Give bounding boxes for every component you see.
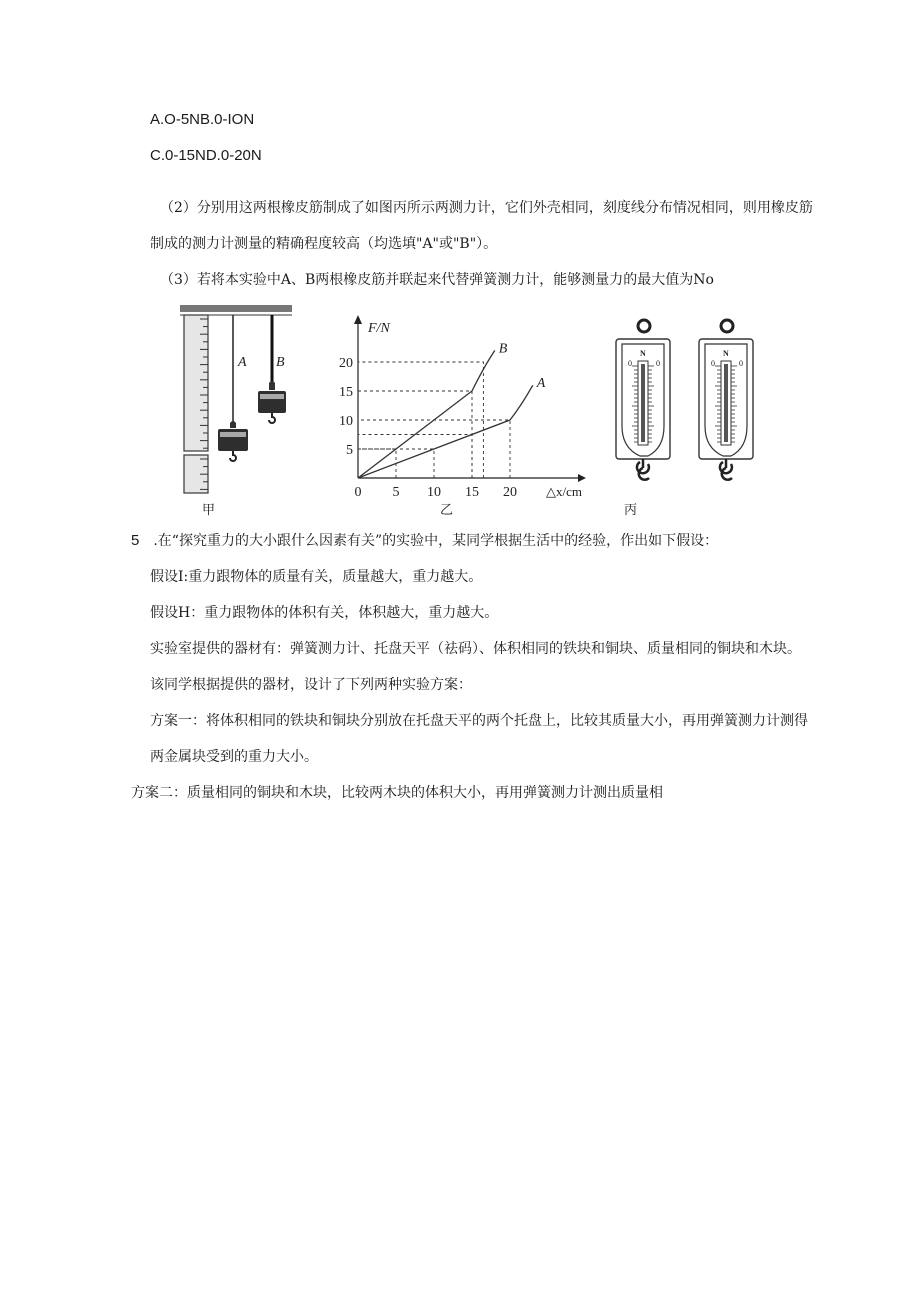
- plan-2: 方案二：质量相同的铜块和木块，比较两木块的体积大小，再用弹簧测力计测出质量相: [131, 785, 663, 801]
- y-tick-label-5: 5: [346, 443, 353, 458]
- x-tick-label-20: 20: [503, 485, 517, 500]
- x-tick-label-0: 0: [354, 485, 362, 500]
- spring-scale-1: [616, 320, 670, 480]
- design-intro: 该同学根据提供的器材，设计了下列两种实验方案：: [150, 677, 472, 693]
- y-tick-label-10: 10: [339, 414, 353, 429]
- scale-2-unit: N: [723, 349, 729, 358]
- series-label-b: B: [498, 341, 508, 357]
- y-tick-label-15: 15: [339, 385, 353, 400]
- question-3: （3）若将本实验中A、B两根橡皮筋并联起来代替弹簧测力计，能够测量力的最大值为No: [160, 272, 714, 288]
- series-line-b: [358, 350, 495, 478]
- question-2-line-2: 制成的测力计测量的精确程度较高（均选填"A"或"B"）。: [150, 236, 498, 252]
- x-tick-label-5: 5: [392, 485, 400, 500]
- x-tick-label-10: 10: [427, 485, 441, 500]
- scale-1-zero-left: 0: [628, 359, 632, 368]
- options-cd: C.0-15ND.0-20N: [150, 147, 262, 164]
- plan-1-line-2: 两金属块受到的重力大小。: [150, 749, 318, 765]
- hypothesis-2: 假设H：重力跟物体的体积有关，体积越大，重力越大。: [150, 605, 499, 621]
- figure-jia: [178, 303, 296, 495]
- figure-bing: [612, 316, 792, 500]
- x-axis-label: △x/cm: [546, 484, 582, 499]
- options-ab: A.O-5NB.0-ION: [150, 111, 255, 128]
- figure-yi-chart: [328, 313, 594, 501]
- figure-jia-caption: 甲: [202, 503, 216, 518]
- y-axis-arrow: [354, 315, 362, 324]
- y-tick-label-20: 20: [339, 356, 353, 371]
- scale-2-zero-left: 0: [711, 359, 715, 368]
- series-line-a: [358, 385, 533, 478]
- figure-bing-caption: 丙: [624, 503, 638, 518]
- series-label-a: A: [536, 376, 546, 392]
- question-5-stem: [131, 531, 718, 551]
- question-2-line-1: （2）分别用这两根橡皮筋制成了如图丙所示两测力计，它们外壳相同，刻度线分布情况相同，则用橡皮筋: [160, 200, 813, 216]
- scale-1-unit: N: [640, 349, 646, 358]
- y-axis-label: F/N: [368, 321, 390, 336]
- rubber-band-label-a: A: [238, 355, 247, 370]
- hypothesis-1: 假设I:重力跟物体的质量有关，质量越大，重力越大。: [150, 569, 483, 585]
- scale-1-zero-right: 0: [656, 359, 660, 368]
- scale-2-zero-right: 0: [739, 359, 743, 368]
- question-5-text: .在“探究重力的大小跟什么因素有关”的实验中，某同学根据生活中的经验，作出如下假设：: [153, 533, 719, 549]
- plan-1-line-1: 方案一：将体积相同的铁块和铜块分别放在托盘天平的两个托盘上，比较其质量大小，再用弹簧测力计测得: [150, 713, 808, 729]
- x-axis-arrow: [578, 474, 586, 482]
- spring-scale-2: [699, 320, 753, 480]
- question-5-number: 5: [131, 532, 140, 549]
- x-tick-label-15: 15: [465, 485, 479, 500]
- rubber-band-label-b: B: [276, 355, 285, 370]
- materials: 实验室提供的器材有：弹簧测力计、托盘天平（祛码）、体积相同的铁块和铜块、质量相同的铜块和木块。: [150, 641, 801, 657]
- figure-yi-caption: 乙: [440, 503, 454, 518]
